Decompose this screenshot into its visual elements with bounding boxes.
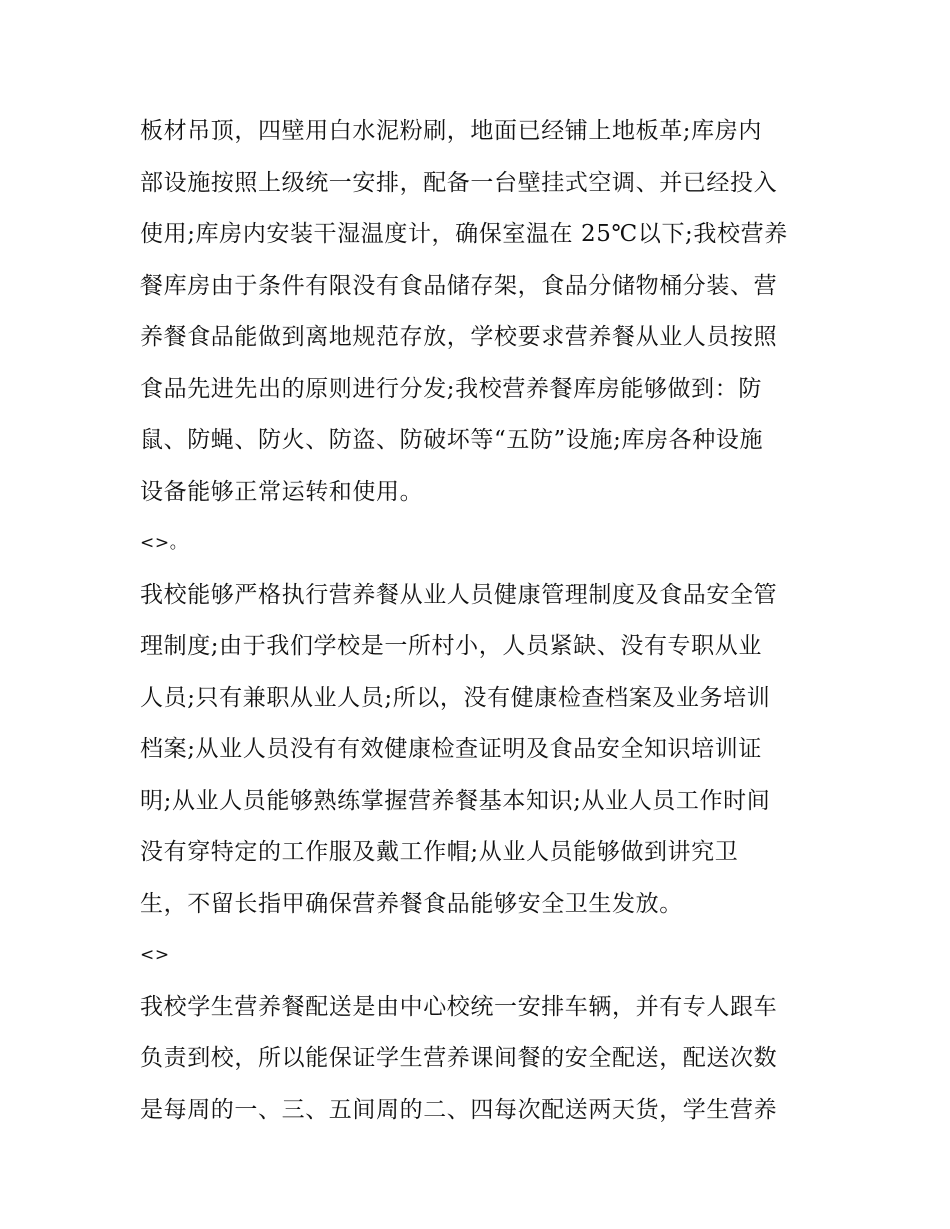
- body-line: 板材吊顶，四壁用白水泥粉刷，地面已经铺上地板革;库房内: [140, 118, 762, 144]
- body-line: 食品先进先出的原则进行分发;我校营养餐库房能够做到：防: [140, 375, 762, 402]
- section-marker: <>。: [140, 533, 188, 553]
- body-line: 部设施按照上级统一安排，配备一台壁挂式空调、并已经投入: [140, 169, 778, 196]
- section-marker: <>: [140, 945, 170, 965]
- body-line: 餐库房由于条件有限没有食品储存架，食品分储物桶分装、营: [140, 272, 778, 299]
- body-line: 我校能够严格执行营养餐从业人员健康管理制度及食品安全管: [140, 581, 778, 608]
- body-line: 没有穿特定的工作服及戴工作帽;从业人员能够做到讲究卫: [140, 839, 739, 865]
- body-line: 养餐食品能做到离地规范存放，学校要求营养餐从业人员按照: [140, 324, 778, 350]
- body-line: 明;从业人员能够熟练掌握营养餐基本知识;从业人员工作时间: [140, 787, 771, 814]
- body-line: 设备能够正常运转和使用。: [140, 478, 424, 505]
- body-line: 使用;库房内安装干湿温度计，确保室温在 25℃以下;我校营养: [140, 221, 788, 247]
- body-line: 档案;从业人员没有有效健康检查证明及食品安全知识培训证: [140, 736, 762, 762]
- body-line: 人员;只有兼职从业人员;所以，没有健康检查档案及业务培训: [140, 684, 771, 711]
- body-line: 鼠、防蝇、防火、防盗、防破坏等“五防”设施;库房各种设施: [140, 427, 764, 453]
- document-body: [140, 106, 840, 1136]
- body-line: 是每周的一、三、五间周的二、四每次配送两天货，学生营养: [140, 1096, 778, 1123]
- body-line: 理制度;由于我们学校是一所村小，人员紧缺、没有专职从业: [140, 633, 762, 659]
- body-line: 我校学生营养餐配送是由中心校统一安排车辆，并有专人跟车: [140, 993, 778, 1020]
- body-line: 负责到校，所以能保证学生营养课间餐的安全配送，配送次数: [140, 1045, 778, 1071]
- body-line: 生，不留长指甲确保营养餐食品能够安全卫生发放。: [140, 890, 683, 917]
